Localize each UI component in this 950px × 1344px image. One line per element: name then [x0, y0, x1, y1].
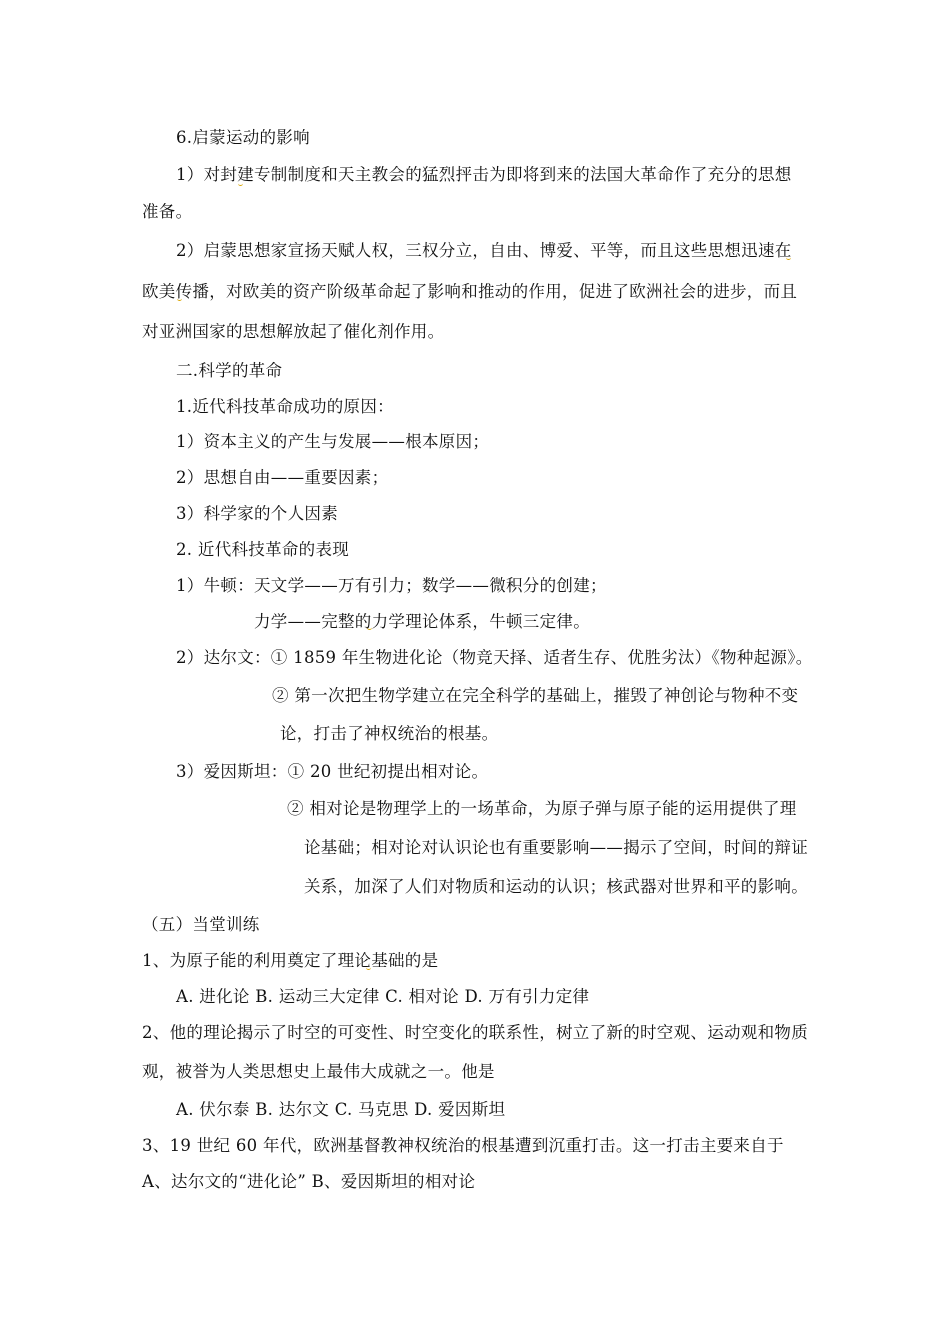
question-3: 3、19 世纪 60 年代，欧洲基督教神权统治的根基遭到沉重打击。这一打击主要来自于 [142, 1136, 784, 1155]
paragraph-line: 对亚洲国家的思想解放起了催化剂作用。 [142, 322, 445, 341]
heading-science-revolution: 二.科学的革命 [176, 361, 283, 380]
subheading-manifestations: 2. 近代科技革命的表现 [176, 540, 350, 559]
list-item: 2）达尔文：① 1859 年生物进化论（物竞天择、适者生存、优胜劣汰）《物种起源》。 [176, 648, 813, 667]
list-item: 2）思想自由——重要因素； [176, 468, 389, 487]
paragraph-line: 2）启蒙思想家宣扬天赋人权，三权分立，自由、博爱、平等，而且这些思想迅速在 [176, 241, 792, 260]
list-item-continuation: 力学——完整的力学理论体系，牛顿三定律。 [254, 612, 590, 631]
list-item-continuation: ② 第一次把生物学建立在完全科学的基础上，摧毁了神创论与物种不变 [272, 686, 799, 705]
question-2-continuation: 观，被誉为人类思想史上最伟大成就之一。他是 [142, 1062, 495, 1081]
subheading-reasons: 1.近代科技革命成功的原因： [176, 397, 394, 416]
heading-enlightenment-impact: 6.启蒙运动的影响 [176, 128, 310, 147]
question-2-options: A. 伏尔泰 B. 达尔文 C. 马克思 D. 爱因斯坦 [176, 1100, 506, 1119]
question-3-options: A、达尔文的“进化论” B、爱因斯坦的相对论 [142, 1172, 476, 1191]
question-2: 2、他的理论揭示了时空的可变性、时空变化的联系性，树立了新的时空观、运动观和物质 [142, 1023, 808, 1042]
list-item: 3）爱因斯坦：① 20 世纪初提出相对论。 [176, 762, 489, 781]
list-item: 1）牛顿：天文学——万有引力；数学——微积分的创建； [176, 576, 607, 595]
list-item-continuation: 论，打击了神权统治的根基。 [280, 724, 499, 743]
paragraph-line: 1）对封建专制制度和天主教会的猛烈抨击为即将到来的法国大革命作了充分的思想 [176, 165, 792, 184]
list-item-continuation: 论基础；相对论对认识论也有重要影响——揭示了空间，时间的辩证 [304, 838, 808, 857]
heading-practice: （五）当堂训练 [142, 915, 260, 934]
list-item-continuation: ② 相对论是物理学上的一场革命，为原子弹与原子能的运用提供了理 [287, 799, 797, 818]
question-1: 1、为原子能的利用奠定了理论基础的是 [142, 951, 439, 970]
list-item: 3）科学家的个人因素 [176, 504, 338, 523]
paragraph-line: 欧美传播，对欧美的资产阶级革命起了影响和推动的作用，促进了欧洲社会的进步，而且 [142, 282, 798, 301]
list-item-continuation: 关系，加深了人们对物质和运动的认识；核武器对世界和平的影响。 [304, 877, 808, 896]
paragraph-line: 准备。 [142, 202, 193, 221]
list-item: 1）资本主义的产生与发展——根本原因； [176, 432, 490, 451]
question-1-options: A. 进化论 B. 运动三大定律 C. 相对论 D. 万有引力定律 [176, 987, 590, 1006]
